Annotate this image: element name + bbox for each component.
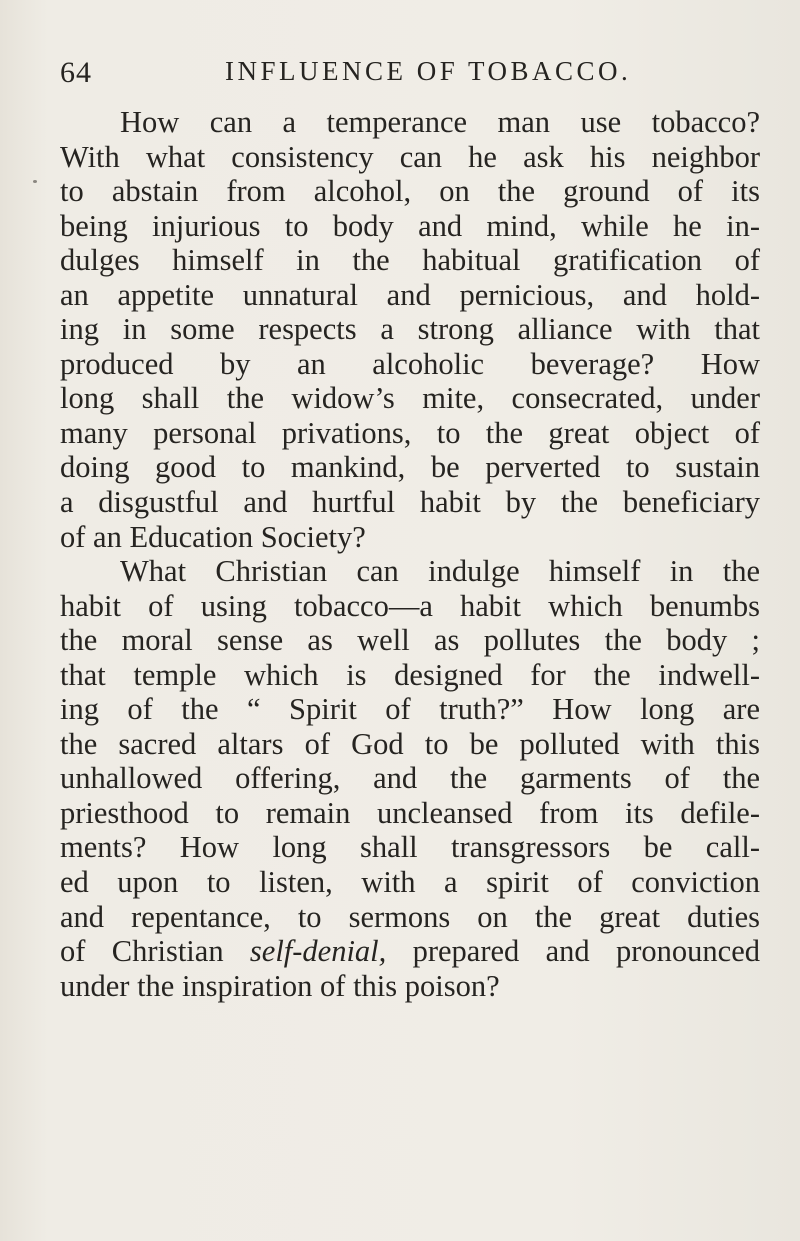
text-line: an appetite unnatural and pernicious, and hold- <box>60 277 760 312</box>
body-text <box>60 105 760 1003</box>
text-line: habit of using tobacco—a habit which benumbs <box>60 588 760 623</box>
text-line-with-italic <box>60 934 760 969</box>
paragraph-1 <box>60 105 760 554</box>
running-head: INFLUENCE OF TOBACCO. <box>225 56 632 86</box>
text-line: that temple which is designed for the indwell- <box>60 657 760 692</box>
text-line: being injurious to body and mind, while he in- <box>60 208 760 243</box>
text-line: and repentance, to sermons on the great duties <box>60 899 760 934</box>
text-line: doing good to mankind, be perverted to sustain <box>60 450 760 485</box>
text-line: unhallowed offering, and the garments of the <box>60 761 760 796</box>
text-line: to abstain from alcohol, on the ground of its <box>60 174 760 209</box>
text-line: ing in some respects a strong alliance with that <box>60 312 760 347</box>
italic-emphasis: self-denial, <box>249 934 387 969</box>
text-span: of Christian <box>60 934 250 969</box>
text-line: priesthood to remain uncleansed from its defile- <box>60 795 760 830</box>
page-header <box>60 56 760 96</box>
text-line: With what consistency can he ask his neighbor <box>60 139 760 174</box>
text-span: prepared and pronounced <box>386 934 760 969</box>
text-line: the sacred altars of God to be polluted with this <box>60 726 760 761</box>
text-line: produced by an alcoholic beverage? How <box>60 346 760 381</box>
ink-speck <box>33 180 37 183</box>
page-number: 64 <box>60 56 92 89</box>
text-line: of an Education Society? <box>60 519 366 554</box>
text-line: a disgustful and hurtful habit by the beneficiary <box>60 485 760 520</box>
text-line: many personal privations, to the great object of <box>60 415 760 450</box>
text-line: long shall the widow’s mite, consecrated, under <box>60 381 760 416</box>
text-line: ments? How long shall transgressors be call- <box>60 830 760 865</box>
text-line: the moral sense as well as pollutes the body ; <box>60 623 760 658</box>
text-line: What Christian can indulge himself in the <box>120 554 760 589</box>
text-line: How can a temperance man use tobacco? <box>120 105 760 139</box>
paragraph-2 <box>60 554 760 1003</box>
text-line: dulges himself in the habitual gratification of <box>60 243 760 278</box>
text-line: ing of the “ Spirit of truth?” How long are <box>60 692 760 727</box>
text-line: ed upon to listen, with a spirit of conviction <box>60 865 760 900</box>
text-line: under the inspiration of this poison? <box>60 968 500 1003</box>
